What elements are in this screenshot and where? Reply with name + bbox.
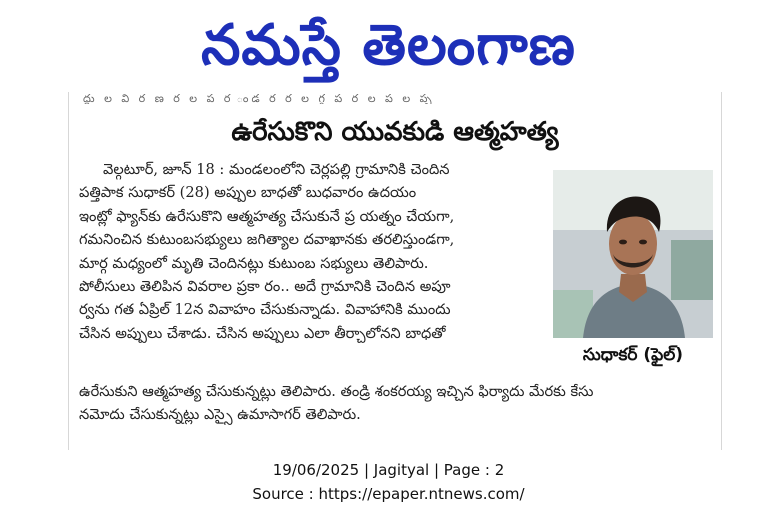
body-line: ఉరేసుకుని ఆత్మహత్య చేసుకున్నట్లు తెలిపారు. తండ్రి శంకరయ్య ఇచ్చిన ఫిర్యాదు మేరకు కేసు (79, 383, 594, 400)
body-line: పత్తిపాక సుధాకర్ (28) అప్పుల బాధతో బుధవారం ఉదయం (79, 184, 417, 202)
masthead-logo: నమస్తే తెలంగాణ (201, 13, 576, 78)
body-line: ర్వను గత ఏప్రిల్ 12న వివాహం చేసుకున్నాడు. వివాహానికి ముందు (79, 301, 451, 319)
photo-caption: సుధాకర్ (ఫైల్) (582, 345, 684, 365)
news-clipping (68, 92, 722, 450)
article-body-continued (79, 380, 715, 427)
cut-off-text-line: ద్దు ల వి ర ణ ర ల ప ర ండ ర ర ల గ్గ ప ర ల ప ల ప్ప (83, 94, 435, 104)
source-url: Source : https://epaper.ntnews.com/ (252, 485, 525, 503)
source-footer (0, 458, 777, 506)
body-line: ఇంట్లో ఫ్యాన్‌కు ఉరేసుకొని ఆత్మహత్య చేసుకునే ప్ర యత్నం చేయగా, (79, 207, 455, 225)
date-edition-page: 19/06/2025 | Jagityal | Page : 2 (272, 461, 505, 479)
article-body (79, 158, 541, 345)
body-line: నమోదు చేసుకున్నట్లు ఎస్సై ఉమాసాగర్ తెలిపారు. (79, 406, 361, 424)
body-line: పోలీసులు తెలిపిన వివరాల ప్రకా రం.. అదే గ్రామానికి చెందిన అపూ (79, 278, 451, 296)
portrait-illustration (553, 170, 713, 338)
article-headline: ఉరేసుకొని యువకుడి ఆత్మహత్య (231, 117, 559, 147)
masthead (0, 0, 777, 92)
body-line: చేసిన అప్పులు చేశాడు. చేసిన అప్పులు ఎలా తీర్చాలోనని బాధతో (79, 324, 446, 342)
body-line: మార్గ మధ్యంలో మృతి చెందినట్లు కుటుంబ సభ్యులు తెలిపారు. (79, 254, 429, 272)
body-line: గమనించిన కుటుంబసభ్యులు జగిత్యాల దవాఖానకు తరలిస్తుండగా, (79, 231, 455, 249)
body-line: వెల్గటూర్, జూన్ 18 : మండలంలోని చెర్లపల్లి గ్రామానికి చెందిన (103, 161, 450, 178)
person-photo (553, 170, 713, 338)
